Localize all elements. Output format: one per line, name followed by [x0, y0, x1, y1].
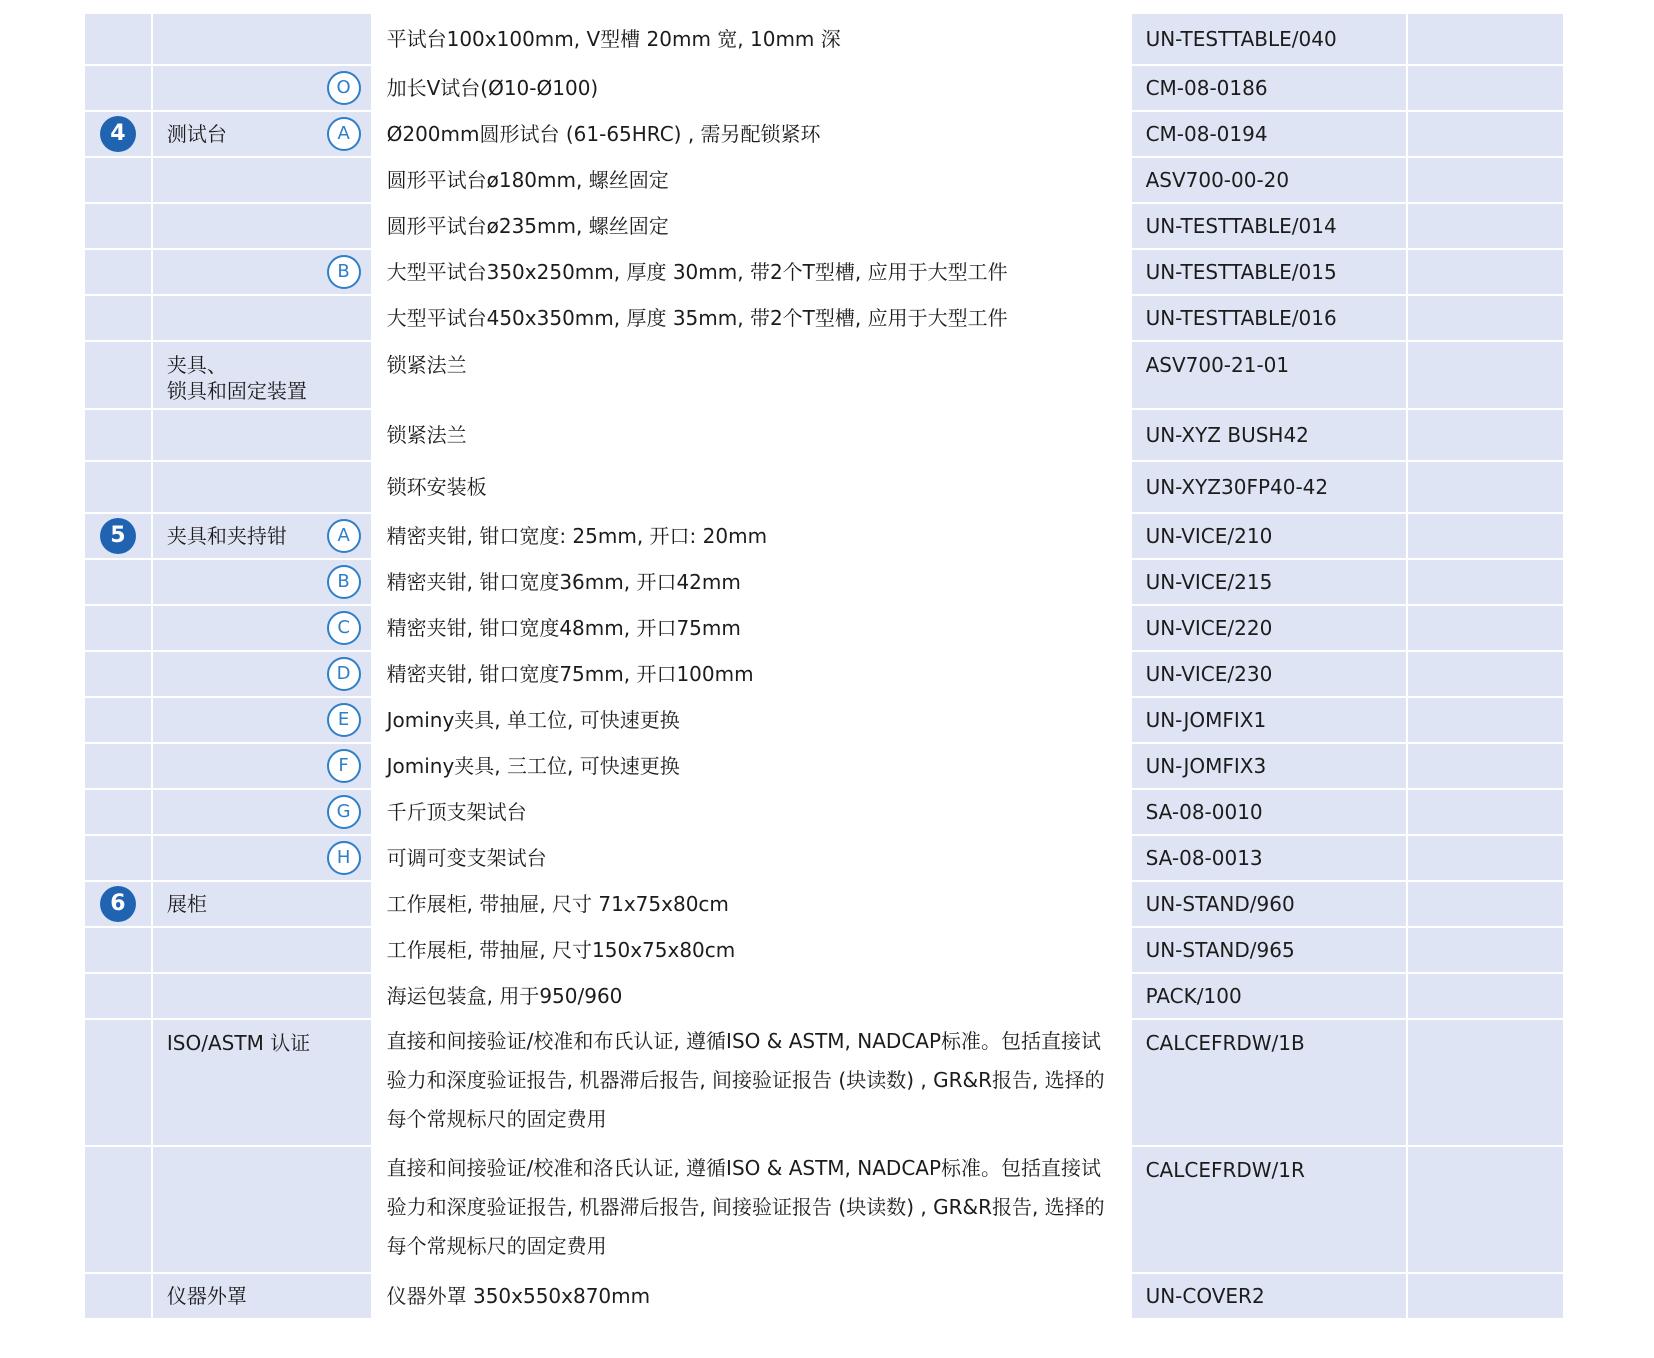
description-cell: Jominy夹具, 三工位, 可快速更换	[373, 744, 1130, 788]
row-number	[85, 928, 151, 972]
category-cell	[153, 14, 371, 64]
category-cell	[153, 744, 371, 788]
part-number-cell: ASV700-21-01	[1132, 342, 1407, 408]
row-number	[85, 462, 151, 512]
description-cell: 圆形平试台ø180mm, 螺丝固定	[373, 158, 1130, 202]
row-number	[85, 1020, 151, 1145]
option-letter-badge: O	[327, 71, 361, 105]
category-cell	[153, 342, 371, 408]
description-cell: 精密夹钳, 钳口宽度36mm, 开口42mm	[373, 560, 1130, 604]
part-number-cell: UN-VICE/215	[1132, 560, 1407, 604]
option-letter-badge: A	[327, 117, 361, 151]
table-row	[85, 204, 1563, 248]
table-row	[85, 296, 1563, 340]
row-number	[85, 250, 151, 294]
category-cell	[153, 410, 371, 460]
category-cell	[153, 112, 371, 156]
category-cell	[153, 462, 371, 512]
part-number-cell: SA-08-0010	[1132, 790, 1407, 834]
part-number-cell: UN-STAND/960	[1132, 882, 1407, 926]
extra-cell	[1408, 928, 1563, 972]
extra-cell	[1408, 698, 1563, 742]
extra-cell	[1408, 606, 1563, 650]
category-cell	[153, 790, 371, 834]
category-cell	[153, 514, 371, 558]
category-cell	[153, 250, 371, 294]
part-number-cell: UN-STAND/965	[1132, 928, 1407, 972]
row-number	[85, 14, 151, 64]
table-row	[85, 514, 1563, 558]
extra-cell	[1408, 1274, 1563, 1318]
description-cell: 锁紧法兰	[373, 410, 1130, 460]
extra-cell	[1408, 560, 1563, 604]
table-row	[85, 882, 1563, 926]
section-number-badge: 4	[100, 116, 136, 152]
part-number-cell: UN-JOMFIX1	[1132, 698, 1407, 742]
extra-cell	[1408, 652, 1563, 696]
table-row	[85, 1274, 1563, 1318]
extra-cell	[1408, 462, 1563, 512]
part-number-cell: UN-TESTTABLE/040	[1132, 14, 1407, 64]
option-letter-badge: B	[327, 565, 361, 599]
table-row	[85, 66, 1563, 110]
description-cell: 直接和间接验证/校准和布氏认证, 遵循ISO & ASTM, NADCAP标准。包括直接试验力和深度验证报告, 机器滞后报告, 间接验证报告 (块读数) , GR&R报告, 选择的每个常规标尺的固定费用	[373, 1020, 1130, 1145]
part-number-cell: CALCEFRDW/1R	[1132, 1147, 1407, 1272]
table-row	[85, 462, 1563, 512]
description-cell: 海运包装盒, 用于950/960	[373, 974, 1130, 1018]
row-number	[85, 698, 151, 742]
description-cell: Ø200mm圆形试台 (61-65HRC) , 需另配锁紧环	[373, 112, 1130, 156]
part-number-cell: CM-08-0194	[1132, 112, 1407, 156]
table-row	[85, 250, 1563, 294]
section-number-badge: 6	[100, 886, 136, 922]
category-label: ISO/ASTM 认证	[166, 1031, 311, 1055]
category-cell	[153, 928, 371, 972]
table-row	[85, 606, 1563, 650]
description-cell: 圆形平试台ø235mm, 螺丝固定	[373, 204, 1130, 248]
category-label: 夹具、 锁具和固定装置	[166, 353, 307, 403]
category-label: 测试台	[166, 122, 227, 146]
table-row	[85, 158, 1563, 202]
part-number-cell: CM-08-0186	[1132, 66, 1407, 110]
row-number	[85, 296, 151, 340]
category-cell	[153, 296, 371, 340]
part-number-cell: UN-COVER2	[1132, 1274, 1407, 1318]
extra-cell	[1408, 514, 1563, 558]
row-number	[85, 790, 151, 834]
row-number	[85, 158, 151, 202]
section-number-badge: 5	[100, 518, 136, 554]
category-cell	[153, 1274, 371, 1318]
description-cell: 平试台100x100mm, V型槽 20mm 宽, 10mm 深	[373, 14, 1130, 64]
description-cell: 可调可变支架试台	[373, 836, 1130, 880]
part-number-cell: UN-XYZ BUSH42	[1132, 410, 1407, 460]
category-cell	[153, 606, 371, 650]
part-number-cell: CALCEFRDW/1B	[1132, 1020, 1407, 1145]
option-letter-badge: F	[327, 749, 361, 783]
part-number-cell: UN-XYZ30FP40-42	[1132, 462, 1407, 512]
category-cell	[153, 204, 371, 248]
extra-cell	[1408, 14, 1563, 64]
option-letter-badge: C	[327, 611, 361, 645]
table-row	[85, 112, 1563, 156]
extra-cell	[1408, 158, 1563, 202]
description-cell: Jominy夹具, 单工位, 可快速更换	[373, 698, 1130, 742]
part-number-cell: UN-VICE/220	[1132, 606, 1407, 650]
category-cell	[153, 974, 371, 1018]
part-number-cell: ASV700-00-20	[1132, 158, 1407, 202]
description-cell: 工作展柜, 带抽屉, 尺寸150x75x80cm	[373, 928, 1130, 972]
table-row	[85, 342, 1563, 408]
table-row	[85, 836, 1563, 880]
category-cell	[153, 158, 371, 202]
table-row	[85, 560, 1563, 604]
row-number	[85, 652, 151, 696]
table-row	[85, 790, 1563, 834]
row-number	[85, 112, 151, 156]
part-number-cell: UN-TESTTABLE/014	[1132, 204, 1407, 248]
row-number	[85, 410, 151, 460]
row-number	[85, 560, 151, 604]
category-cell	[153, 1147, 371, 1272]
option-letter-badge: B	[327, 255, 361, 289]
extra-cell	[1408, 66, 1563, 110]
description-cell: 精密夹钳, 钳口宽度75mm, 开口100mm	[373, 652, 1130, 696]
category-cell	[153, 652, 371, 696]
product-table	[85, 14, 1563, 1318]
extra-cell	[1408, 112, 1563, 156]
table-row	[85, 1147, 1563, 1272]
row-number	[85, 974, 151, 1018]
part-number-cell: SA-08-0013	[1132, 836, 1407, 880]
category-label: 夹具和夹持钳	[166, 524, 287, 548]
table-row	[85, 1020, 1563, 1145]
category-cell	[153, 698, 371, 742]
row-number	[85, 514, 151, 558]
extra-cell	[1408, 974, 1563, 1018]
row-number	[85, 66, 151, 110]
description-cell: 仪器外罩 350x550x870mm	[373, 1274, 1130, 1318]
row-number	[85, 882, 151, 926]
option-letter-badge: A	[327, 519, 361, 553]
part-number-cell: UN-JOMFIX3	[1132, 744, 1407, 788]
extra-cell	[1408, 1147, 1563, 1272]
part-number-cell: UN-VICE/230	[1132, 652, 1407, 696]
row-number	[85, 836, 151, 880]
category-label: 展柜	[166, 892, 207, 916]
description-cell: 大型平试台450x350mm, 厚度 35mm, 带2个T型槽, 应用于大型工件	[373, 296, 1130, 340]
extra-cell	[1408, 836, 1563, 880]
description-cell: 精密夹钳, 钳口宽度48mm, 开口75mm	[373, 606, 1130, 650]
extra-cell	[1408, 410, 1563, 460]
table-row	[85, 652, 1563, 696]
description-cell: 精密夹钳, 钳口宽度: 25mm, 开口: 20mm	[373, 514, 1130, 558]
description-cell: 加长V试台(Ø10-Ø100)	[373, 66, 1130, 110]
extra-cell	[1408, 250, 1563, 294]
category-cell	[153, 66, 371, 110]
description-cell: 直接和间接验证/校准和洛氏认证, 遵循ISO & ASTM, NADCAP标准。包括直接试验力和深度验证报告, 机器滞后报告, 间接验证报告 (块读数) , GR&R报告, 选择的每个常规标尺的固定费用	[373, 1147, 1130, 1272]
category-cell	[153, 560, 371, 604]
part-number-cell: UN-VICE/210	[1132, 514, 1407, 558]
table-row	[85, 928, 1563, 972]
row-number	[85, 606, 151, 650]
extra-cell	[1408, 744, 1563, 788]
option-letter-badge: G	[327, 795, 361, 829]
part-number-cell: PACK/100	[1132, 974, 1407, 1018]
row-number	[85, 1274, 151, 1318]
category-label: 仪器外罩	[166, 1284, 247, 1308]
description-cell: 大型平试台350x250mm, 厚度 30mm, 带2个T型槽, 应用于大型工件	[373, 250, 1130, 294]
extra-cell	[1408, 342, 1563, 408]
part-number-cell: UN-TESTTABLE/016	[1132, 296, 1407, 340]
row-number	[85, 204, 151, 248]
row-number	[85, 1147, 151, 1272]
description-cell: 锁环安装板	[373, 462, 1130, 512]
category-cell	[153, 836, 371, 880]
row-number	[85, 342, 151, 408]
row-number	[85, 744, 151, 788]
option-letter-badge: H	[327, 841, 361, 875]
table-row	[85, 410, 1563, 460]
description-cell: 千斤顶支架试台	[373, 790, 1130, 834]
extra-cell	[1408, 296, 1563, 340]
extra-cell	[1408, 1020, 1563, 1145]
table-row	[85, 744, 1563, 788]
option-letter-badge: D	[327, 657, 361, 691]
table-row	[85, 974, 1563, 1018]
category-cell	[153, 882, 371, 926]
table-row	[85, 698, 1563, 742]
extra-cell	[1408, 204, 1563, 248]
option-letter-badge: E	[327, 703, 361, 737]
category-cell	[153, 1020, 371, 1145]
extra-cell	[1408, 882, 1563, 926]
description-cell: 锁紧法兰	[373, 342, 1130, 408]
description-cell: 工作展柜, 带抽屉, 尺寸 71x75x80cm	[373, 882, 1130, 926]
extra-cell	[1408, 790, 1563, 834]
table-row	[85, 14, 1563, 64]
part-number-cell: UN-TESTTABLE/015	[1132, 250, 1407, 294]
